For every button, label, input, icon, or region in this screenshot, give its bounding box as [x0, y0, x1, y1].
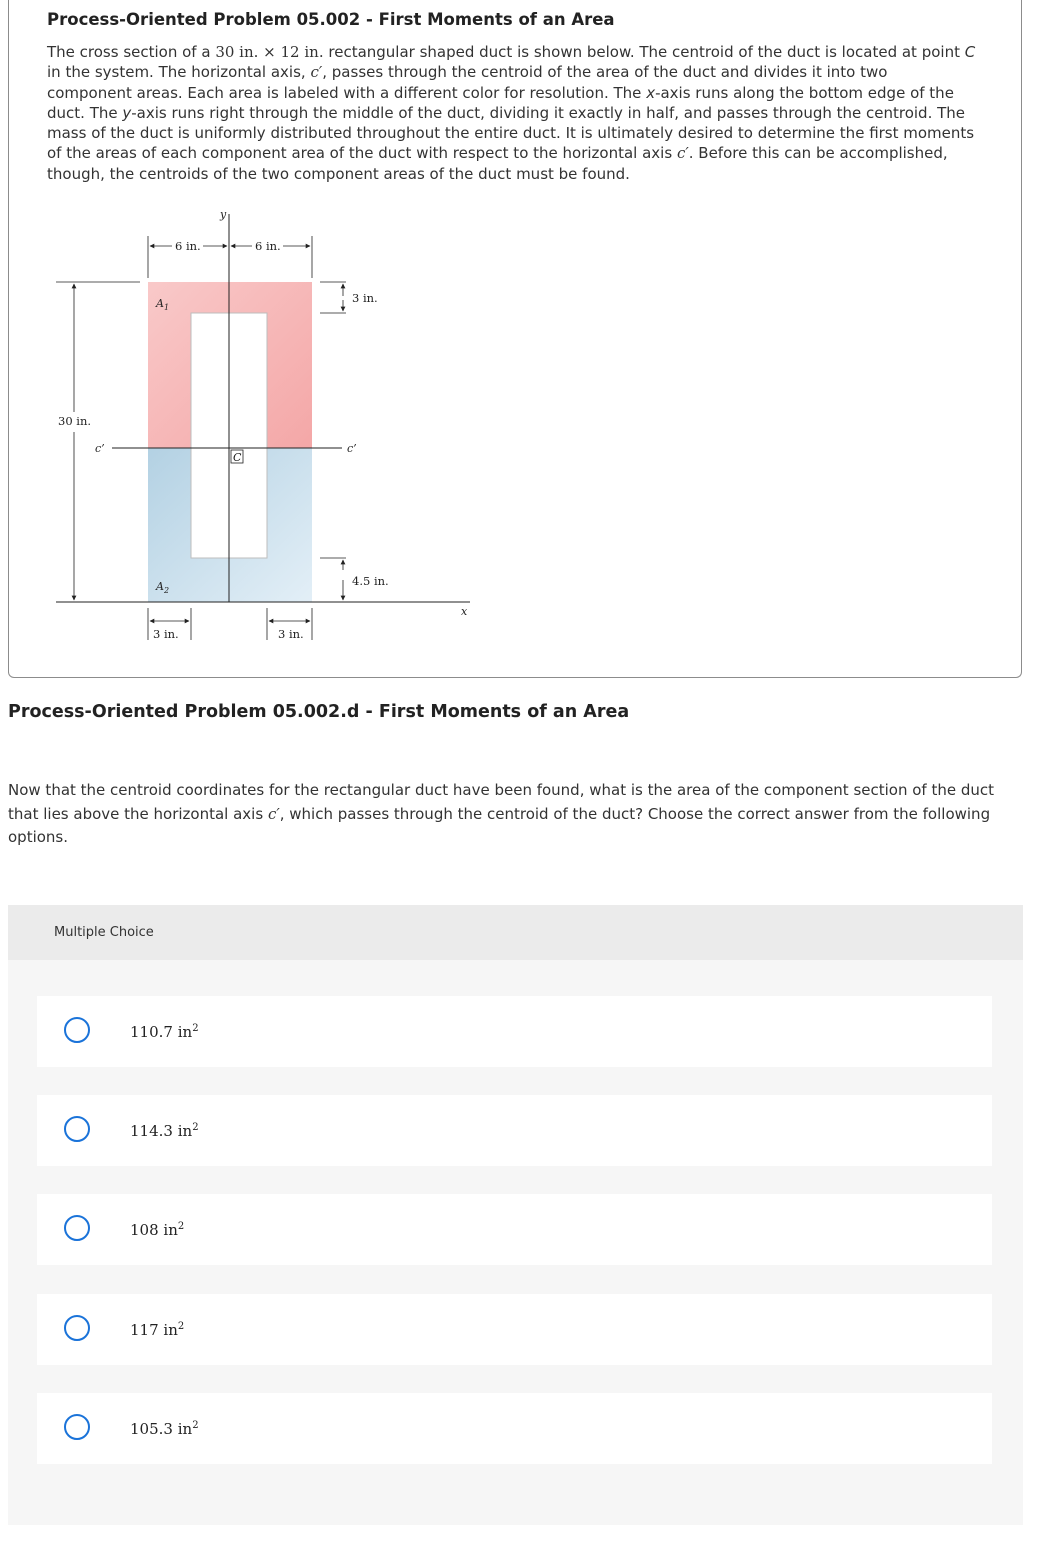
text-seg: . Before this can be accomplished, though, the centroids of the two component areas of the duct must be found.: [47, 144, 948, 183]
radio-button[interactable]: [64, 1215, 90, 1241]
times-sign: ×: [258, 43, 281, 61]
multiple-choice-header: [8, 905, 1023, 960]
c-prime-label-left: c’: [95, 442, 105, 455]
axis-c-prime: c′: [676, 144, 689, 163]
dim-top-wall-label: 3 in.: [352, 291, 378, 305]
text-seg: , passes through the centroid of the area of the duct and divides it into two component areas. Each area is labeled with a different color for resolution. The: [47, 63, 888, 102]
option-text: 108 $in^2$: [130, 1221, 185, 1239]
x-axis-ref: x: [646, 83, 656, 102]
answer-option-1[interactable]: [37, 996, 992, 1067]
dimension-height: 30 in.: [215, 43, 259, 61]
dimension-width: 12 in.: [280, 43, 324, 61]
area-a1-label: $A_1$: [156, 297, 170, 312]
axis-c-prime: c′: [267, 804, 280, 823]
option-text: 105.3 $in^2$: [130, 1420, 199, 1438]
question-text: [8, 779, 1023, 850]
x-axis-label: x: [461, 605, 468, 618]
option-text: 117 $in^2$: [130, 1321, 185, 1339]
c-prime-label-right: c’: [347, 442, 357, 455]
text-seg: The cross section of a: [47, 43, 216, 61]
text-seg: Now that the centroid coordinates for the rectangular duct have been found, what is the area of the component section of the duct that lies above the horizontal axis: [8, 781, 995, 823]
answer-option-5[interactable]: [37, 1393, 992, 1464]
dim-left-wall-label: 3 in.: [153, 627, 179, 641]
text-seg: -axis runs right through the middle of the duct, dividing it exactly in half, and passes through the centroid. The mass of the duct is uniformly distributed throughout the entire duct. It is ultimately desired to determine the first moments of the areas of each component area of the duct with respect to the horizontal axis: [47, 103, 975, 163]
radio-button[interactable]: [64, 1315, 90, 1341]
point-c: C: [964, 43, 976, 61]
text-seg: , which passes through the centroid of the duct? Choose the correct answer from the following options.: [8, 804, 991, 846]
problem-title: Process-Oriented Problem 05.002 - First Moments of an Area: [47, 10, 615, 29]
option-text: 110.7 $in^2$: [130, 1023, 199, 1041]
radio-button[interactable]: [64, 1116, 90, 1142]
centroid-label: C: [233, 451, 242, 464]
duct-cross-section-diagram: [0, 0, 1041, 680]
multiple-choice-panel: [8, 905, 1023, 1525]
dim-bottom-wall-label: 4.5 in.: [352, 574, 389, 588]
dim-height-label: 30 in.: [58, 414, 92, 428]
question-title: Process-Oriented Problem 05.002.d - First Moments of an Area: [8, 702, 630, 722]
answer-option-2[interactable]: [37, 1095, 992, 1166]
text-seg: in the system. The horizontal axis,: [47, 63, 311, 82]
dim-top-right-label: 6 in.: [255, 239, 281, 253]
answer-option-3[interactable]: [37, 1194, 992, 1265]
dim-right-wall-label: 3 in.: [278, 627, 304, 641]
answer-option-4[interactable]: [37, 1294, 992, 1365]
radio-button[interactable]: [64, 1017, 90, 1043]
option-text: 114.3 $in^2$: [130, 1122, 199, 1140]
radio-button[interactable]: [64, 1414, 90, 1440]
area-a2-label: $A_2$: [156, 580, 170, 595]
multiple-choice-label: Multiple Choice: [54, 925, 154, 940]
y-axis-ref: y: [122, 103, 132, 122]
text-seg: -axis runs along the bottom edge of the duct. The: [47, 83, 954, 122]
axis-c-prime: c′: [310, 63, 323, 82]
dim-top-left-label: 6 in.: [175, 239, 201, 253]
text-seg: rectangular shaped duct is shown below. The centroid of the duct is located at point: [323, 43, 965, 61]
y-axis-label: y: [220, 208, 227, 221]
